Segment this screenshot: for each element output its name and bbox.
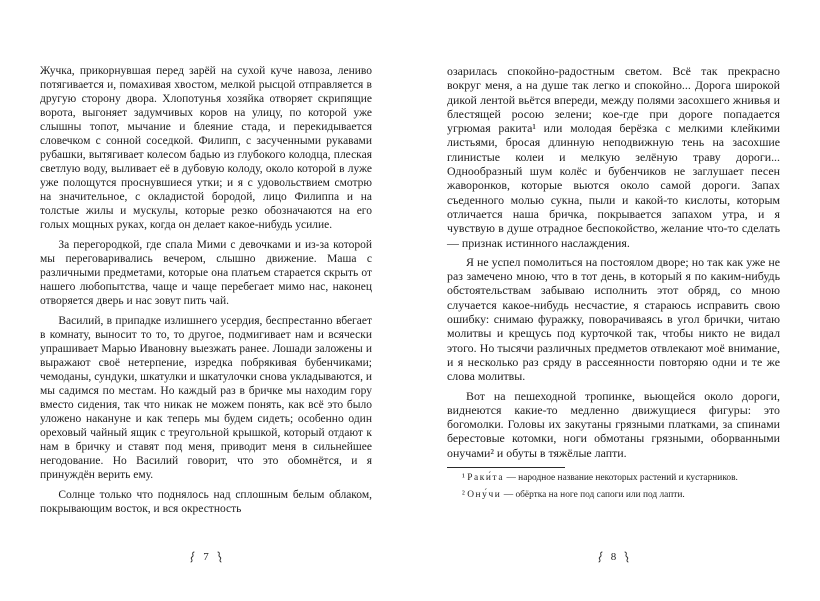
paragraph: За перегородкой, где спала Мими с девочками и из-за которой мы переговаривались вечером, слышно движение. Маша с различными предметами, которые она платьем старается скрыть от нашего любопытства, чаще и чаще перебегает мимо нас, наконец отворяется дверь и нас зовут пить чай.: [40, 239, 372, 307]
folio-ornament-icon: [623, 551, 630, 563]
paragraph: Вот на пешеходной тропинке, вьющейся около дороги, виднеются какие-то медленно движущиеся фигуры: это богомолки. Головы их закутаны грязными платками, за спинами берестовые котомки, ноги обмотаны грязными, оборванными онучами² и обуты в тяжёлые лапти.: [447, 388, 780, 460]
footnote: [447, 490, 780, 502]
folio-ornament-icon: [189, 551, 196, 563]
footnote-marker: ¹: [462, 473, 465, 484]
footnote: [447, 473, 780, 485]
footnote-rule: [447, 467, 565, 468]
folio-number: 7: [203, 550, 209, 563]
folio-ornament-icon: [597, 551, 604, 563]
folio-number: 8: [610, 550, 617, 563]
folio-ornament-icon: [216, 551, 223, 563]
footnote-term: Раки́та: [467, 473, 505, 484]
footnote-text: — обёртка на ноге под сапоги или под лапти.: [503, 489, 685, 500]
footnote-term: Ону́чи: [467, 489, 502, 500]
footnotes-section: [447, 467, 780, 501]
paragraph: Василий, в припадке излишнего усердия, беспрестанно вбегает в комнату, выносит то то, то другое, подмигивает нам и всячески упрашивает Марью Ивановну выезжать ранее. Лошади заложены и выражают своё нетерпение, изредка побрякивая бубенчиками; чемоданы, сундуки, шкатулки и шкатулочки снова укладываются, и мы садимся по местам. Но каждый раз в бричке мы находим гору вместо сидения, так что никак не можем понять, как всё это было уложено накануне и как теперь мы будем сидеть; особенно один ореховый чайный ящик с треугольной крышкой, который отдают к нам в бричку и ставят под меня, приводит меня в сильнейшее негодование. Но Василий говорит, что это обомнётся, и я принуждён верить ему.: [40, 315, 372, 481]
left-page: [40, 64, 372, 522]
paragraph: Я не успел помолиться на постоялом дворе; но так как уже не раз замечено мною, что в тот день, в который я по каким-нибудь обстоятельствам забываю исполнить этот обряд, со мною случается какое-нибудь несчастие, я стараюсь исправить свою ошибку: снимаю фуражку, поворачиваясь в угол брички, читаю молитвы и крещусь под курточкой так, чтобы никто не видал этого. Но тысячи различных предметов отвлекают моё внимание, и я несколько раз сряду в рассеянности повторяю одни и те же слова молитвы.: [447, 254, 780, 384]
footnote-text: — народное название некоторых растений и кустарников.: [506, 473, 738, 484]
right-page: [447, 64, 780, 506]
left-folio: [40, 549, 372, 565]
paragraph: озарилась спокойно-радостным светом. Всё так прекрасно вокруг меня, а на душе так легко и спокойно... Дорога широкой дикой лентой вьётся впереди, между полями засохшего жнивья и блестящей росою зелени; кое-где при дороге попадается угрюмая ракита¹ или молодая берёзка с мелкими клейкими листьями, бросая длинную неподвижную тень на засохшие глинистые колеи и мелкую зелёную траву дороги... Однообразный шум колёс и бубенчиков не заглушает песен жаворонков, которые вьются около самой дороги. Запах съеденного молью сукна, пыли и какой-то кислоты, которым отличается наша бричка, покрывается запахом утра, и я чувствую в душе отрадное беспокойство, желание что-то сделать — признак истинного наслаждения.: [447, 64, 780, 250]
paragraph: Жучка, прикорнувшая перед зарёй на сухой куче навоза, лениво потягивается и, помахивая хвостом, мелкой рысцой отправляется в другую сторону двора. Хлопотунья хозяйка отворяет скрипящие ворота, выгоняет задумчивых коров на улицу, по которой уже слышны топот, мычание и блеяние стада, и перекидывается словечком с сонной соседкой. Филипп, с засученными рукавами рубашки, вытягивает колесом бадью из глубокого колодца, плеская светлую воду, выливает её в дубовую колоду, около которой в луже уже полощутся проснувшиеся утки; и я с удовольствием смотрю на значительное, с окладистой бородой, лицо Филиппа и на толстые жилы и мускулы, которые резко обозначаются на его голых мощных руках, когда он делает какое-нибудь усилие.: [40, 65, 372, 231]
footnote-marker: ²: [462, 489, 465, 500]
right-folio: [447, 549, 780, 565]
paragraph: Солнце только что поднялось над сплошным белым облаком, покрывающим восток, и вся окрестность: [40, 489, 372, 515]
